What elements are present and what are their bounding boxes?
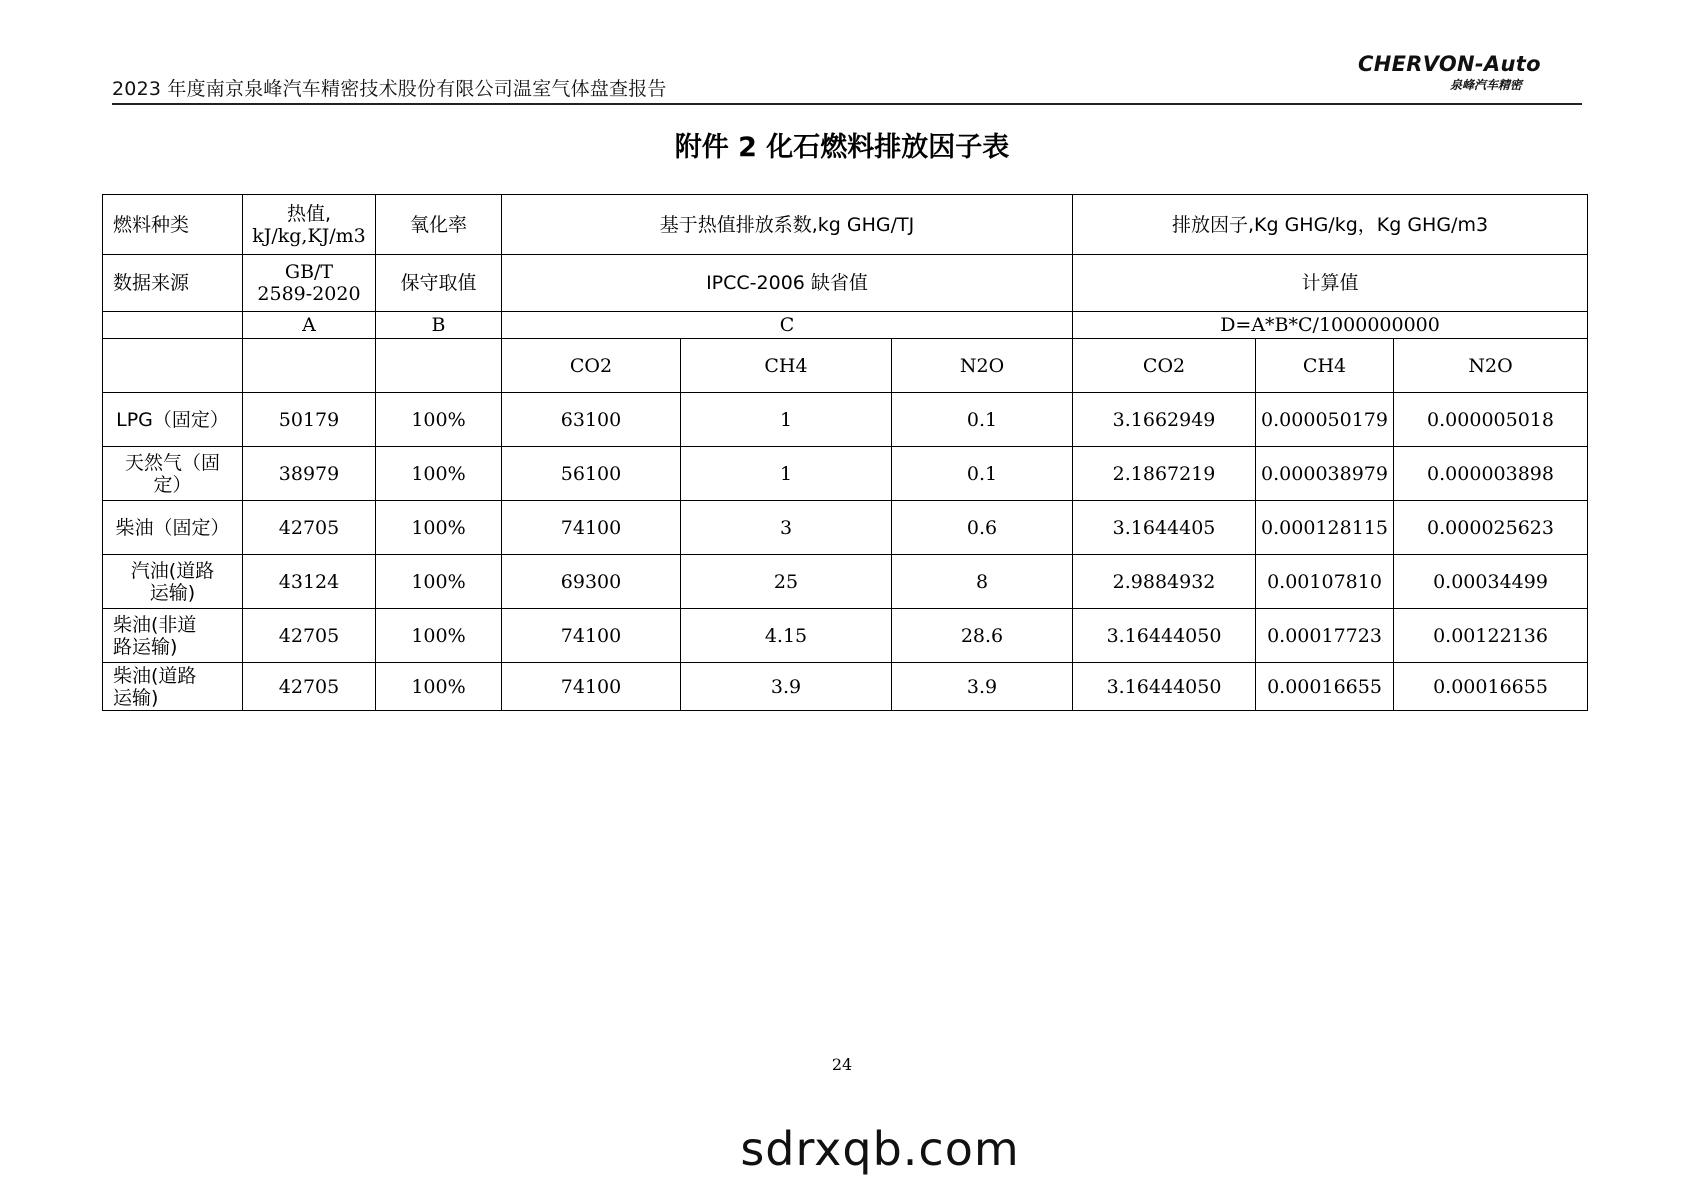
factor-co2: 3.16444050: [1073, 609, 1256, 663]
factor-ch4: 0.000128115: [1256, 501, 1394, 555]
coeff-co2: 74100: [502, 501, 681, 555]
source-gb-standard: [243, 255, 376, 312]
oxidation-value: 100%: [376, 501, 502, 555]
header-emission-coefficient: 基于热值排放系数,kg GHG/TJ: [502, 195, 1073, 255]
fuel-name-line2: 运输): [113, 686, 159, 709]
header-row-sources: [103, 255, 1588, 312]
factor-header-ch4: CH4: [1256, 339, 1394, 393]
header-heat-value: [243, 195, 376, 255]
fuel-name: [103, 663, 243, 711]
heat-value: 43124: [243, 555, 376, 609]
table-row: [103, 447, 1588, 501]
factor-n2o: 0.00016655: [1394, 663, 1588, 711]
logo-wordmark: CHERVON-Auto: [1358, 52, 1541, 76]
coeff-co2: 69300: [502, 555, 681, 609]
document-title: 附件 2 化石燃料排放因子表: [674, 132, 1010, 163]
factor-n2o: 0.00122136: [1394, 609, 1588, 663]
fuel-name-line2: 定）: [153, 473, 192, 496]
factor-co2: 2.9884932: [1073, 555, 1256, 609]
factor-header-n2o: N2O: [1394, 339, 1588, 393]
header-row-symbols: [103, 312, 1588, 339]
heat-value: 42705: [243, 501, 376, 555]
factor-ch4: 0.00016655: [1256, 663, 1394, 711]
heat-value: 42705: [243, 663, 376, 711]
site-watermark: sdrxqb.com: [740, 1122, 1020, 1176]
coeff-co2: 74100: [502, 663, 681, 711]
fuel-name-line2: 运输): [149, 581, 196, 604]
oxidation-value: 100%: [376, 393, 502, 447]
coeff-ch4: 4.15: [681, 609, 892, 663]
fuel-name-line1: 柴油（固定）: [115, 516, 230, 539]
factor-n2o: 0.00034499: [1394, 555, 1588, 609]
gas-empty-3: [376, 339, 502, 393]
source-calculated: 计算值: [1073, 255, 1588, 312]
fuel-name: [103, 609, 243, 663]
symbol-c: C: [502, 312, 1073, 339]
gas-empty-1: [103, 339, 243, 393]
factor-co2: 3.16444050: [1073, 663, 1256, 711]
heat-value: 50179: [243, 393, 376, 447]
coeff-ch4: 25: [681, 555, 892, 609]
header-divider: [112, 103, 1582, 105]
source-gb-line1: GB/T: [284, 261, 334, 283]
fuel-name: [103, 393, 243, 447]
coeff-n2o: 0.6: [892, 501, 1073, 555]
factor-co2: 3.1644405: [1073, 501, 1256, 555]
fuel-name: [103, 447, 243, 501]
coeff-ch4: 1: [681, 447, 892, 501]
oxidation-value: 100%: [376, 663, 502, 711]
factor-co2: 2.1867219: [1073, 447, 1256, 501]
coeff-n2o: 28.6: [892, 609, 1073, 663]
gas-header-ch4: CH4: [681, 339, 892, 393]
coeff-n2o: 8: [892, 555, 1073, 609]
header-oxidation-rate: 氧化率: [376, 195, 502, 255]
header-emission-factor: 排放因子,Kg GHG/kg，Kg GHG/m3: [1073, 195, 1588, 255]
gas-header-co2: CO2: [502, 339, 681, 393]
coeff-ch4: 1: [681, 393, 892, 447]
table-row: [103, 663, 1588, 711]
coeff-co2: 56100: [502, 447, 681, 501]
emission-factor-table: [102, 194, 1588, 711]
fuel-name: [103, 501, 243, 555]
heat-value: 38979: [243, 447, 376, 501]
page-number: 24: [831, 1055, 853, 1074]
header-fuel-type: 燃料种类: [103, 195, 243, 255]
source-conservative: 保守取值: [376, 255, 502, 312]
coeff-ch4: 3: [681, 501, 892, 555]
coeff-n2o: 3.9: [892, 663, 1073, 711]
gas-header-n2o: N2O: [892, 339, 1073, 393]
fuel-name-line1: 柴油(道路: [113, 664, 197, 687]
factor-n2o: 0.000003898: [1394, 447, 1588, 501]
factor-ch4: 0.00017723: [1256, 609, 1394, 663]
symbol-d-formula: D=A*B*C/1000000000: [1073, 312, 1588, 339]
factor-n2o: 0.000025623: [1394, 501, 1588, 555]
coeff-co2: 63100: [502, 393, 681, 447]
symbol-b: B: [376, 312, 502, 339]
fuel-name: [103, 555, 243, 609]
oxidation-value: 100%: [376, 447, 502, 501]
fuel-name-line2: 路运输): [113, 635, 178, 658]
report-header-title: 2023 年度南京泉峰汽车精密技术股份有限公司温室气体盘查报告: [112, 78, 667, 100]
source-ipcc: IPCC-2006 缺省值: [502, 255, 1073, 312]
factor-n2o: 0.000005018: [1394, 393, 1588, 447]
heat-value: 42705: [243, 609, 376, 663]
header-heat-value-label: 热值,: [286, 202, 332, 225]
header-row-gases: [103, 339, 1588, 393]
logo-subtext: 泉峰汽车精密: [1450, 78, 1523, 92]
fuel-name-line1: LPG（固定）: [116, 408, 229, 431]
fuel-name-line1: 天然气（固: [124, 451, 220, 474]
table-row: [103, 501, 1588, 555]
header-heat-value-unit: kJ/kg,KJ/m3: [252, 224, 366, 247]
factor-ch4: 0.00107810: [1256, 555, 1394, 609]
factor-co2: 3.1662949: [1073, 393, 1256, 447]
oxidation-value: 100%: [376, 555, 502, 609]
table-row: [103, 555, 1588, 609]
factor-ch4: 0.000038979: [1256, 447, 1394, 501]
fuel-name-line1: 汽油(道路: [130, 559, 215, 582]
fuel-name-line1: 柴油(非道: [113, 613, 197, 636]
factor-ch4: 0.000050179: [1256, 393, 1394, 447]
coeff-n2o: 0.1: [892, 447, 1073, 501]
table-row: [103, 609, 1588, 663]
symbol-a: A: [243, 312, 376, 339]
factor-header-co2: CO2: [1073, 339, 1256, 393]
header-row-titles: [103, 195, 1588, 255]
coeff-ch4: 3.9: [681, 663, 892, 711]
oxidation-value: 100%: [376, 609, 502, 663]
coeff-n2o: 0.1: [892, 393, 1073, 447]
symbol-empty: [103, 312, 243, 339]
gas-empty-2: [243, 339, 376, 393]
header-data-source: 数据来源: [103, 255, 243, 312]
source-gb-line2: 2589-2020: [257, 283, 361, 305]
coeff-co2: 74100: [502, 609, 681, 663]
table-row: [103, 393, 1588, 447]
company-logo: [1358, 52, 1558, 94]
